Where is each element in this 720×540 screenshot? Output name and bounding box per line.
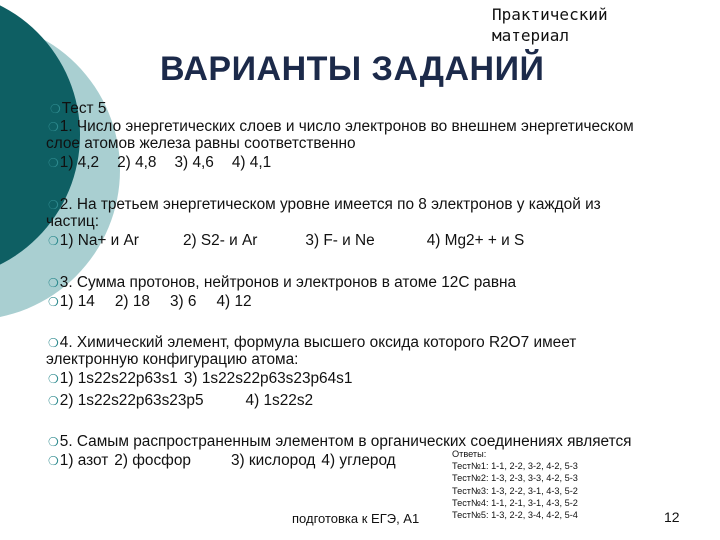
page-number: 12	[664, 509, 680, 525]
q4-answers-1: ❍1) 1s22s22p63s1 3) 1s22s22p63s23p64s1	[48, 370, 353, 387]
bullet-icon: ❍	[48, 234, 59, 248]
answer-key-row: Тест№1: 1-1, 2-2, 3-2, 4-2, 5-3	[452, 461, 578, 472]
test-label: ❍Тест 5	[50, 100, 107, 117]
bullet-icon: ❍	[48, 276, 59, 290]
answer-key-heading: Ответы:	[452, 449, 487, 459]
q4-answers-2: ❍2) 1s22s22p63s23p5 4) 1s22s2	[48, 392, 314, 409]
q1-line-1: ❍1. Число энергетических слоев и число электронов во внешнем энергетическом	[48, 118, 634, 135]
answer-key-row: Тест№3: 1-3, 2-2, 3-1, 4-3, 5-2	[452, 485, 578, 496]
q3-line-1: ❍3. Сумма протонов, нейтронов и электронов в атоме 12С равна	[48, 274, 517, 291]
q1-answers: ❍1) 4,2 2) 4,8 3) 4,6 4) 4,1	[48, 154, 272, 171]
bullet-icon: ❍	[48, 435, 59, 449]
bullet-icon: ❍	[48, 336, 59, 350]
answer-key-row: Тест№5: 1-3, 2-2, 3-4, 4-2, 5-4	[452, 510, 578, 521]
answer-key-row: Тест№4: 1-1, 2-1, 3-1, 4-3, 5-2	[452, 497, 578, 508]
top-note	[492, 4, 608, 46]
answer-key-row: Тест№2: 1-3, 2-3, 3-3, 4-2, 5-3	[452, 473, 578, 484]
bullet-icon: ❍	[48, 394, 59, 408]
top-note-line-2: материал	[492, 26, 570, 45]
bullet-icon: ❍	[48, 295, 59, 309]
q2-answers: ❍1) Na+ и Ar 2) S2- и Ar 3) F- и Ne 4) Mg2+ + и S	[48, 232, 525, 249]
q2-line-1: ❍2. На третьем энергетическом уровне имеется по 8 электронов у каждой из	[48, 196, 601, 213]
page-title: ВАРИАНТЫ ЗАДАНИЙ	[160, 50, 545, 88]
q5-answers: ❍1) азот 2) фосфор 3) кислород 4) углерод	[48, 452, 396, 469]
bullet-icon: ❍	[48, 120, 59, 134]
bullet-icon: ❍	[50, 102, 61, 116]
q3-answers: ❍1) 14 2) 18 3) 6 4) 12	[48, 293, 252, 310]
q4-line-1: ❍4. Химический элемент, формула высшего оксида которого R2O7 имеет	[48, 334, 577, 351]
answer-key	[452, 448, 578, 521]
q1-line-2: слое атомов железа равны соответственно	[46, 135, 356, 152]
footer-text: подготовка к ЕГЭ, А1	[292, 511, 420, 526]
q4-line-2: электронную конфигурацию атома:	[46, 351, 299, 368]
bullet-icon: ❍	[48, 454, 59, 468]
bullet-icon: ❍	[48, 156, 59, 170]
q2-line-2: частиц:	[46, 213, 100, 230]
q5-line-1: ❍5. Самым распространенным элементом в органических соединениях является	[48, 433, 632, 450]
top-note-line-1: Практический	[492, 5, 608, 24]
bullet-icon: ❍	[48, 198, 59, 212]
bullet-icon: ❍	[48, 372, 59, 386]
